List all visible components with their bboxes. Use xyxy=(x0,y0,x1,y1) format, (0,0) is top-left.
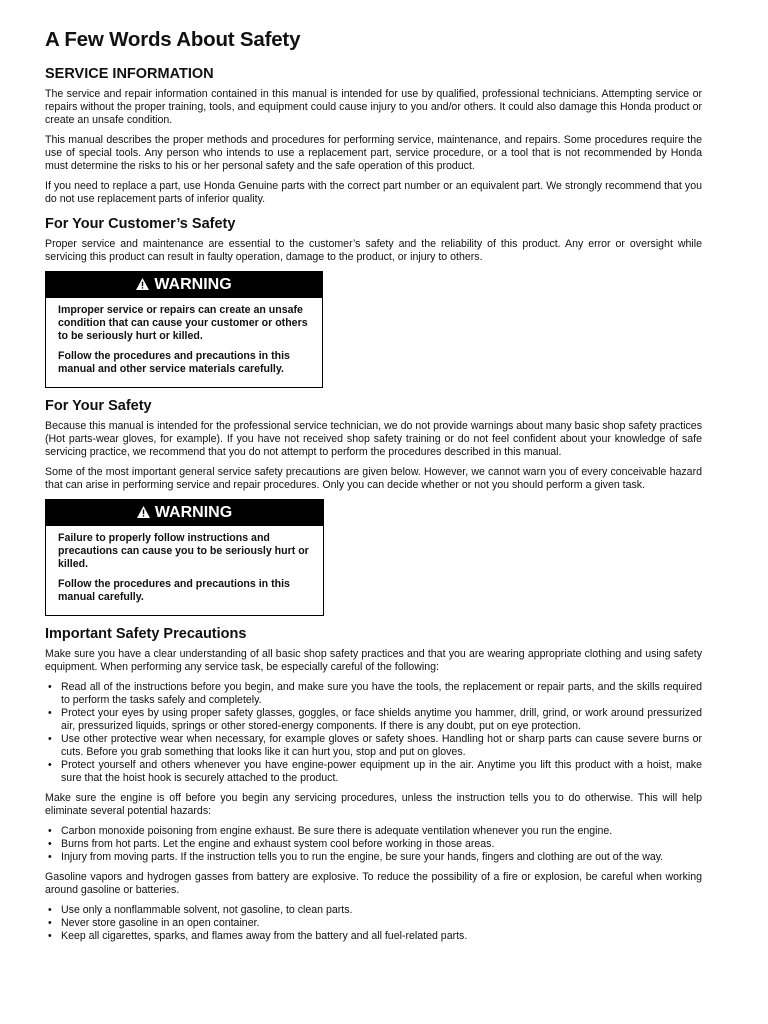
page-title: A Few Words About Safety xyxy=(45,28,301,51)
warning-box-1 xyxy=(45,271,323,388)
warning-header-1 xyxy=(46,272,322,298)
list-item: • Use only a nonflammable solvent, not gasoline, to clean parts. xyxy=(45,904,702,917)
warning-1-line-2: Follow the procedures and precautions in this manual and other service materials carefully. xyxy=(58,350,290,375)
list-item: • Never store gasoline in an open container. xyxy=(45,917,702,930)
service-info-paragraph-1: The service and repair information contained in this manual is intended for use by qualified, professional technicians. Attempting service or repairs without the proper training, tools, and equipment could cause injury to you and/or others. It could also damage this Honda product or create an unsafe condition. xyxy=(45,88,702,126)
your-safety-heading: For Your Safety xyxy=(45,398,152,414)
service-information-heading: SERVICE INFORMATION xyxy=(45,66,214,82)
warning-1-line-1: Improper service or repairs can create an unsafe condition that can cause your customer or others to be seriously hurt or killed. xyxy=(58,304,308,342)
list-item: • Read all of the instructions before you begin, and make sure you have the tools, the replacement or repair parts, and the skills required to perform the tasks safely and completely. xyxy=(45,681,702,707)
important-precautions-heading: Important Safety Precautions xyxy=(45,626,247,642)
warning-label-1: WARNING xyxy=(154,276,232,293)
engine-hazards-list xyxy=(45,825,702,864)
list-item: • Carbon monoxide poisoning from engine exhaust. Be sure there is adequate ventilation whenever you run the engine. xyxy=(45,825,702,838)
warning-2-line-1: Failure to properly follow instructions and precautions can cause you to be seriously hurt or killed. xyxy=(58,532,309,570)
warning-header-2 xyxy=(46,500,323,526)
warning-2-line-2: Follow the procedures and precautions in this manual carefully. xyxy=(58,578,290,603)
list-item: • Burns from hot parts. Let the engine and exhaust system cool before working in those areas. xyxy=(45,838,702,851)
warning-label-2: WARNING xyxy=(154,504,233,521)
customer-safety-paragraph: Proper service and maintenance are essential to the customer’s safety and the reliability of this product. Any error or oversight while servicing this product can result in faulty operation, damage to the product, or injury to others. xyxy=(45,238,702,263)
warning-box-2 xyxy=(45,499,324,616)
list-item: • Protect your eyes by using proper safety glasses, goggles, or face shields anytime you hammer, drill, grind, or work around pressurized air, pressurized liquids, springs or other stored-energy components. If there is any doubt, put on eye protection. xyxy=(45,707,702,733)
precautions-intro: Make sure you have a clear understanding of all basic shop safety practices and that you are wearing appropriate clothing and using safety equipment. When performing any service task, be especially careful of the following: xyxy=(45,648,702,673)
your-safety-paragraph-2: Some of the most important general service safety precautions are given below. However, we cannot warn you of every conceivable hazard that can arise in performing service and repair procedures. Only you can decide whether or not you should perform a given task. xyxy=(45,466,702,491)
warning-triangle-icon xyxy=(136,278,149,290)
engine-off-paragraph: Make sure the engine is off before you begin any servicing procedures, unless the instruction tells you to do otherwise. This will help eliminate several potential hazards: xyxy=(45,792,702,817)
service-info-paragraph-2: This manual describes the proper methods and procedures for performing service, maintenance, and repairs. Some procedures require the use of special tools. Any person who intends to use a replacement part, service procedure, or a tool that is not recommended by Honda must determine the risks to his or her personal safety and the safe operation of this product. xyxy=(45,134,702,172)
list-item: • Keep all cigarettes, sparks, and flames away from the battery and all fuel-related parts. xyxy=(45,930,702,943)
gasoline-paragraph: Gasoline vapors and hydrogen gasses from battery are explosive. To reduce the possibility of a fire or explosion, be careful when working around gasoline or batteries. xyxy=(45,871,702,896)
list-item: • Use other protective wear when necessary, for example gloves or safety shoes. Handling hot or sharp parts can cause severe burns or cuts. Before you grab something that looks like it can hurt you, stop and put on gloves. xyxy=(45,733,702,759)
warning-triangle-icon xyxy=(137,506,150,518)
precautions-list xyxy=(45,681,702,785)
service-info-paragraph-3: If you need to replace a part, use Honda Genuine parts with the correct part number or an equivalent part. We strongly recommend that you do not use replacement parts of inferior quality. xyxy=(45,180,702,205)
list-item: • Injury from moving parts. If the instruction tells you to run the engine, be sure your hands, fingers and clothing are out of the way. xyxy=(45,851,702,864)
your-safety-paragraph-1: Because this manual is intended for the professional service technician, we do not provide warnings about many basic shop safety practices (Hot parts-wear gloves, for example). If you have not received shop safety training or do not feel confident about your knowledge of safe servicing practice, we recommend that you do not attempt to perform the procedures described in this manual. xyxy=(45,420,702,458)
customer-safety-heading: For Your Customer’s Safety xyxy=(45,216,236,232)
list-item: • Protect yourself and others whenever you have engine-power equipment up in the air. Anytime you lift this product with a hoist, make sure that the hoist hook is securely attached to the product. xyxy=(45,759,702,785)
gasoline-list xyxy=(45,904,702,943)
